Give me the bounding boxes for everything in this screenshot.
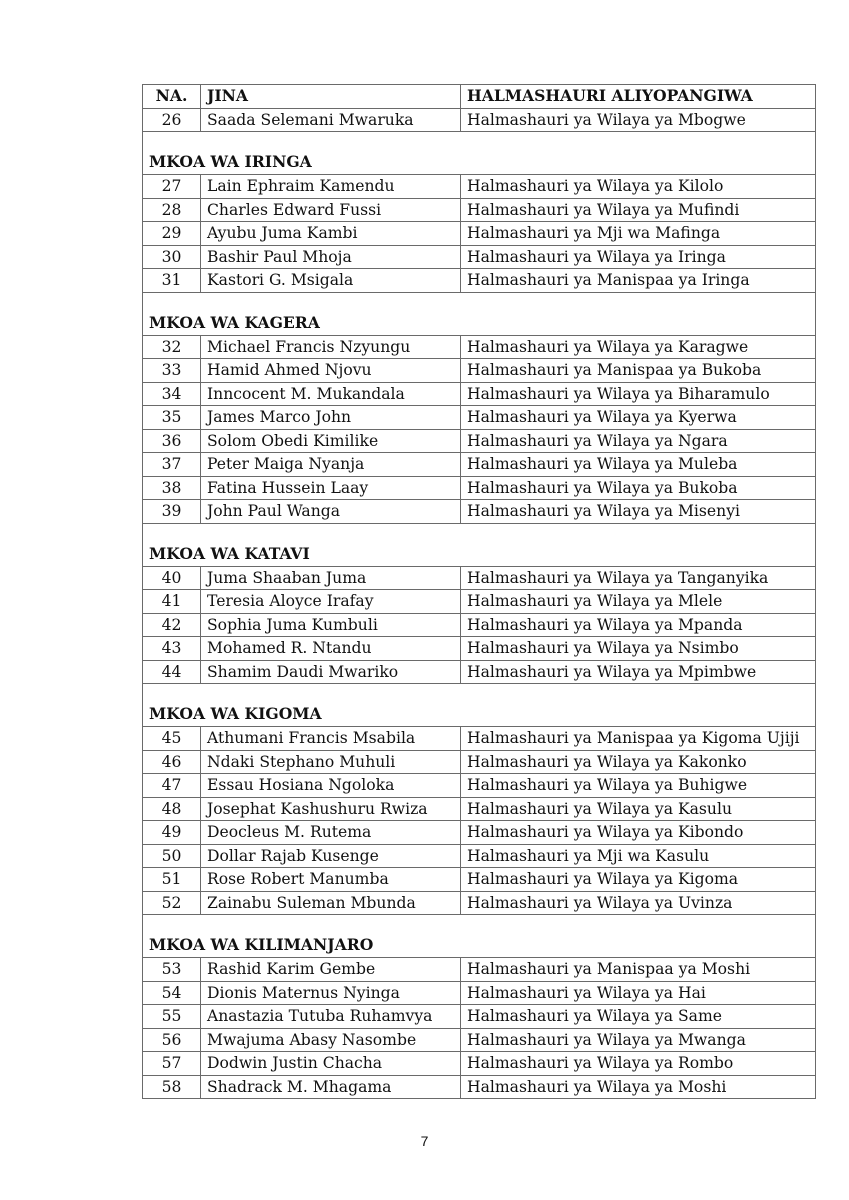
assigned-council: Halmashauri ya Wilaya ya Buhigwe	[461, 774, 816, 798]
row-number: 58	[143, 1075, 201, 1099]
page-number: 7	[420, 1133, 429, 1149]
row-number: 51	[143, 868, 201, 892]
person-name: Deocleus M. Rutema	[201, 821, 461, 845]
table-row	[143, 727, 816, 751]
assigned-council: Halmashauri ya Wilaya ya Moshi	[461, 1075, 816, 1099]
region-heading-blank	[461, 684, 816, 727]
table-row	[143, 453, 816, 477]
table-row	[143, 1075, 816, 1099]
row-number: 27	[143, 175, 201, 199]
row-number: 56	[143, 1028, 201, 1052]
person-name: Juma Shaaban Juma	[201, 566, 461, 590]
row-number: 40	[143, 566, 201, 590]
table-row	[143, 1005, 816, 1029]
person-name: Zainabu Suleman Mbunda	[201, 891, 461, 915]
person-name: Kastori G. Msigala	[201, 269, 461, 293]
row-number: 37	[143, 453, 201, 477]
person-name: Rose Robert Manumba	[201, 868, 461, 892]
assigned-council: Halmashauri ya Wilaya ya Bukoba	[461, 476, 816, 500]
row-number: 54	[143, 981, 201, 1005]
assigned-council: Halmashauri ya Mji wa Kasulu	[461, 844, 816, 868]
row-number: 26	[143, 108, 201, 132]
region-heading-blank	[461, 915, 816, 958]
person-name: Saada Selemani Mwaruka	[201, 108, 461, 132]
person-name: Shadrack M. Mhagama	[201, 1075, 461, 1099]
table-row	[143, 637, 816, 661]
person-name: Hamid Ahmed Njovu	[201, 359, 461, 383]
table-row	[143, 222, 816, 246]
table-row	[143, 269, 816, 293]
table-row	[143, 359, 816, 383]
row-number: 32	[143, 335, 201, 359]
assigned-council: Halmashauri ya Wilaya ya Kigoma	[461, 868, 816, 892]
region-heading: MKOA WA KATAVI	[143, 523, 461, 566]
person-name: Teresia Aloyce Irafay	[201, 590, 461, 614]
assigned-council: Halmashauri ya Wilaya ya Iringa	[461, 245, 816, 269]
assigned-council: Halmashauri ya Wilaya ya Nsimbo	[461, 637, 816, 661]
person-name: Athumani Francis Msabila	[201, 727, 461, 751]
person-name: Ndaki Stephano Muhuli	[201, 750, 461, 774]
assigned-council: Halmashauri ya Wilaya ya Mwanga	[461, 1028, 816, 1052]
person-name: Dionis Maternus Nyinga	[201, 981, 461, 1005]
table-row	[143, 429, 816, 453]
person-name: Bashir Paul Mhoja	[201, 245, 461, 269]
person-name: Anastazia Tutuba Ruhamvya	[201, 1005, 461, 1029]
region-heading-blank	[461, 132, 816, 175]
assigned-council: Halmashauri ya Wilaya ya Misenyi	[461, 500, 816, 524]
assigned-council: Halmashauri ya Wilaya ya Mbogwe	[461, 108, 816, 132]
header-council: HALMASHAURI ALIYOPANGIWA	[461, 85, 816, 109]
table-row	[143, 500, 816, 524]
table-row	[143, 1028, 816, 1052]
assigned-council: Halmashauri ya Wilaya ya Kilolo	[461, 175, 816, 199]
person-name: Fatina Hussein Laay	[201, 476, 461, 500]
assigned-council: Halmashauri ya Manispaa ya Moshi	[461, 958, 816, 982]
assigned-council: Halmashauri ya Manispaa ya Kigoma Ujiji	[461, 727, 816, 751]
assigned-council: Halmashauri ya Wilaya ya Mpanda	[461, 613, 816, 637]
row-number: 47	[143, 774, 201, 798]
table-row	[143, 660, 816, 684]
table-row	[143, 613, 816, 637]
assigned-council: Halmashauri ya Wilaya ya Mufindi	[461, 198, 816, 222]
row-number: 39	[143, 500, 201, 524]
row-number: 52	[143, 891, 201, 915]
row-number: 55	[143, 1005, 201, 1029]
row-number: 30	[143, 245, 201, 269]
row-number: 41	[143, 590, 201, 614]
row-number: 50	[143, 844, 201, 868]
row-number: 36	[143, 429, 201, 453]
allocation-table	[142, 84, 816, 1099]
row-number: 33	[143, 359, 201, 383]
region-heading-row	[143, 523, 816, 566]
header-number: NA.	[143, 85, 201, 109]
person-name: Peter Maiga Nyanja	[201, 453, 461, 477]
assigned-council: Halmashauri ya Wilaya ya Kibondo	[461, 821, 816, 845]
assigned-council: Halmashauri ya Wilaya ya Kyerwa	[461, 406, 816, 430]
assigned-council: Halmashauri ya Wilaya ya Karagwe	[461, 335, 816, 359]
assigned-council: Halmashauri ya Wilaya ya Biharamulo	[461, 382, 816, 406]
table-body	[143, 108, 816, 1099]
table-row	[143, 1052, 816, 1076]
person-name: Michael Francis Nzyungu	[201, 335, 461, 359]
region-heading-row	[143, 684, 816, 727]
region-heading: MKOA WA KILIMANJARO	[143, 915, 461, 958]
region-heading: MKOA WA IRINGA	[143, 132, 461, 175]
assigned-council: Halmashauri ya Wilaya ya Kakonko	[461, 750, 816, 774]
table-row	[143, 590, 816, 614]
row-number: 29	[143, 222, 201, 246]
table-row	[143, 476, 816, 500]
table-row	[143, 566, 816, 590]
row-number: 34	[143, 382, 201, 406]
row-number: 57	[143, 1052, 201, 1076]
region-heading-row	[143, 915, 816, 958]
assigned-council: Halmashauri ya Wilaya ya Mlele	[461, 590, 816, 614]
table-row	[143, 175, 816, 199]
assigned-council: Halmashauri ya Wilaya ya Hai	[461, 981, 816, 1005]
region-heading-blank	[461, 523, 816, 566]
region-heading: MKOA WA KAGERA	[143, 292, 461, 335]
person-name: Charles Edward Fussi	[201, 198, 461, 222]
row-number: 48	[143, 797, 201, 821]
person-name: Dollar Rajab Kusenge	[201, 844, 461, 868]
row-number: 38	[143, 476, 201, 500]
assigned-council: Halmashauri ya Wilaya ya Rombo	[461, 1052, 816, 1076]
table-row	[143, 981, 816, 1005]
row-number: 35	[143, 406, 201, 430]
person-name: Rashid Karim Gembe	[201, 958, 461, 982]
row-number: 46	[143, 750, 201, 774]
person-name: Inncocent M. Mukandala	[201, 382, 461, 406]
person-name: Mwajuma Abasy Nasombe	[201, 1028, 461, 1052]
table-row	[143, 750, 816, 774]
row-number: 44	[143, 660, 201, 684]
assigned-council: Halmashauri ya Wilaya ya Same	[461, 1005, 816, 1029]
table-row	[143, 198, 816, 222]
row-number: 49	[143, 821, 201, 845]
header-name: JINA	[201, 85, 461, 109]
table-row	[143, 774, 816, 798]
assigned-council: Halmashauri ya Wilaya ya Ngara	[461, 429, 816, 453]
table-header-row	[143, 85, 816, 109]
assigned-council: Halmashauri ya Wilaya ya Tanganyika	[461, 566, 816, 590]
row-number: 31	[143, 269, 201, 293]
region-heading-row	[143, 292, 816, 335]
table-row	[143, 335, 816, 359]
person-name: Josephat Kashushuru Rwiza	[201, 797, 461, 821]
table-row	[143, 958, 816, 982]
person-name: James Marco John	[201, 406, 461, 430]
person-name: John Paul Wanga	[201, 500, 461, 524]
table-row	[143, 406, 816, 430]
assigned-council: Halmashauri ya Wilaya ya Uvinza	[461, 891, 816, 915]
assigned-council: Halmashauri ya Manispaa ya Bukoba	[461, 359, 816, 383]
assigned-council: Halmashauri ya Wilaya ya Mpimbwe	[461, 660, 816, 684]
region-heading-row	[143, 132, 816, 175]
assigned-council: Halmashauri ya Wilaya ya Muleba	[461, 453, 816, 477]
row-number: 28	[143, 198, 201, 222]
region-heading-blank	[461, 292, 816, 335]
person-name: Lain Ephraim Kamendu	[201, 175, 461, 199]
row-number: 42	[143, 613, 201, 637]
region-heading: MKOA WA KIGOMA	[143, 684, 461, 727]
person-name: Shamim Daudi Mwariko	[201, 660, 461, 684]
person-name: Solom Obedi Kimilike	[201, 429, 461, 453]
person-name: Dodwin Justin Chacha	[201, 1052, 461, 1076]
table-row	[143, 797, 816, 821]
person-name: Ayubu Juma Kambi	[201, 222, 461, 246]
person-name: Sophia Juma Kumbuli	[201, 613, 461, 637]
table-row	[143, 821, 816, 845]
table-row	[143, 868, 816, 892]
table-row	[143, 382, 816, 406]
table-row	[143, 245, 816, 269]
person-name: Essau Hosiana Ngoloka	[201, 774, 461, 798]
table-row	[143, 108, 816, 132]
table-row	[143, 844, 816, 868]
assigned-council: Halmashauri ya Wilaya ya Kasulu	[461, 797, 816, 821]
assigned-council: Halmashauri ya Mji wa Mafinga	[461, 222, 816, 246]
row-number: 53	[143, 958, 201, 982]
assigned-council: Halmashauri ya Manispaa ya Iringa	[461, 269, 816, 293]
row-number: 43	[143, 637, 201, 661]
row-number: 45	[143, 727, 201, 751]
person-name: Mohamed R. Ntandu	[201, 637, 461, 661]
table-row	[143, 891, 816, 915]
